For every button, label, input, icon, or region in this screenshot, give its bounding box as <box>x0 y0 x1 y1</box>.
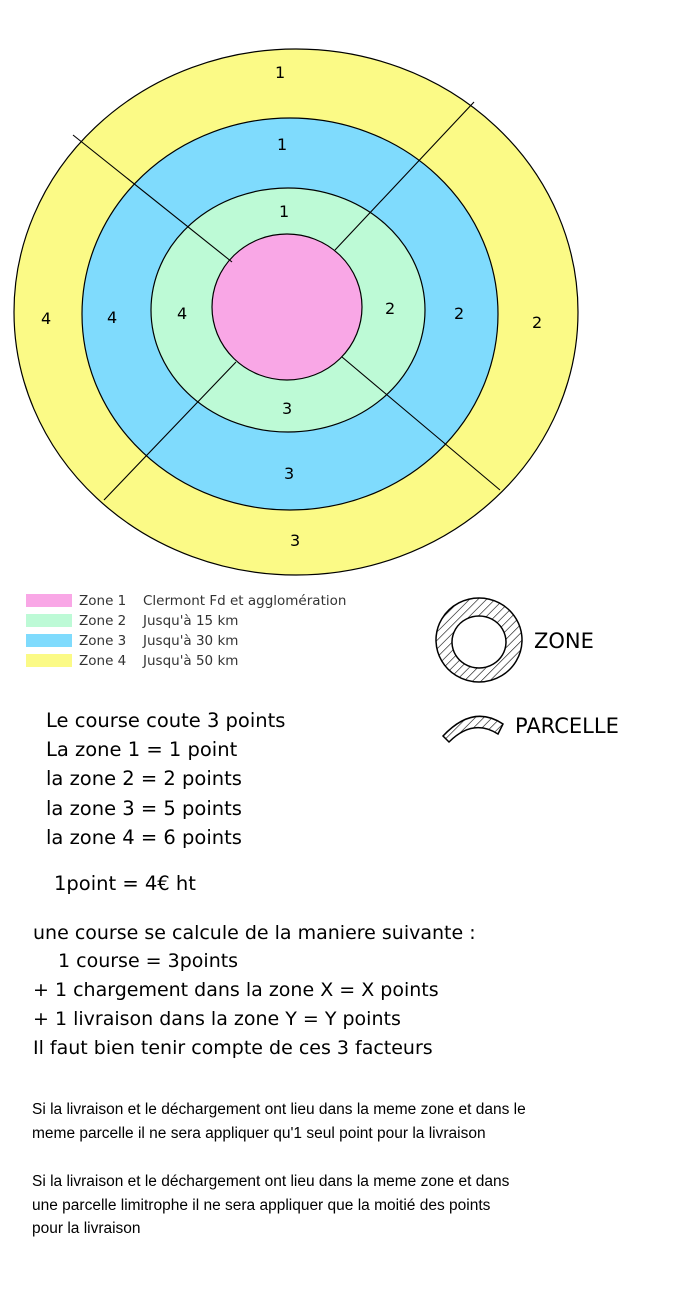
note-same-parcel-line-2: meme parcelle il ne sera appliquer qu'1 seul point pour la livraison <box>32 1125 486 1142</box>
label-middle-1: 1 <box>277 135 288 154</box>
pricing-zone-4: la zone 4 = 6 points <box>46 826 242 849</box>
label-inner-3: 3 <box>282 399 293 418</box>
note-adjacent-parcel-line-3: pour la livraison <box>32 1220 141 1237</box>
label-outer-2: 2 <box>532 313 543 332</box>
legend-swatch-zone-4 <box>26 654 72 667</box>
label-outer-3: 3 <box>290 531 301 550</box>
label-inner-1: 1 <box>279 202 290 221</box>
label-outer-1: 1 <box>275 63 286 82</box>
point-value: 1point = 4€ ht <box>54 872 196 895</box>
legend-swatch-zone-2 <box>26 614 72 627</box>
calc-chargement: + 1 chargement dans la zone X = X points <box>33 979 439 1001</box>
pricing-zone-3: la zone 3 = 5 points <box>46 797 242 820</box>
label-inner-4: 4 <box>177 304 188 323</box>
parcelle-key-label: PARCELLE <box>515 714 619 738</box>
legend-row-zone-3 <box>79 633 238 649</box>
core-zone-1 <box>212 234 362 380</box>
legend-row-zone-2 <box>79 613 238 629</box>
legend-zone-desc: Jusqu'à 50 km <box>143 653 239 669</box>
zone-key-icon <box>432 594 526 688</box>
calc-factors: Il faut bien tenir compte de ces 3 facteurs <box>33 1037 433 1059</box>
legend-row-zone-4 <box>79 653 238 669</box>
calc-course: 1 course = 3points <box>58 950 239 972</box>
calc-intro: une course se calcule de la maniere suivante : <box>33 922 476 944</box>
pricing-zone-2: la zone 2 = 2 points <box>46 767 242 790</box>
pricing-base: Le course coute 3 points <box>46 709 286 732</box>
legend-row-zone-1 <box>79 593 346 609</box>
legend-zone-label: Zone 1 <box>79 593 127 609</box>
pricing-zone-1: La zone 1 = 1 point <box>46 738 238 761</box>
note-adjacent-parcel-line-2: une parcelle limitrophe il ne sera appliquer que la moitié des points <box>32 1197 491 1214</box>
calc-livraison: + 1 livraison dans la zone Y = Y points <box>33 1008 401 1030</box>
label-middle-3: 3 <box>284 464 295 483</box>
note-same-parcel-line-1: Si la livraison et le déchargement ont lieu dans la meme zone et dans le <box>32 1101 526 1118</box>
zone-key-label: ZONE <box>534 629 594 653</box>
label-middle-4: 4 <box>107 308 118 327</box>
legend-zone-desc: Jusqu'à 30 km <box>143 633 239 649</box>
legend-zone-desc: Clermont Fd et agglomération <box>143 593 347 609</box>
legend-swatch-zone-3 <box>26 634 72 647</box>
note-adjacent-parcel-line-1: Si la livraison et le déchargement ont lieu dans la meme zone et dans <box>32 1173 510 1190</box>
legend-zone-desc: Jusqu'à 15 km <box>143 613 239 629</box>
legend-zone-label: Zone 3 <box>79 633 127 649</box>
parcelle-key-icon <box>440 710 506 744</box>
label-middle-2: 2 <box>454 304 465 323</box>
legend-zone-label: Zone 4 <box>79 653 127 669</box>
label-inner-2: 2 <box>385 299 396 318</box>
label-outer-4: 4 <box>41 309 52 328</box>
legend-swatch-zone-1 <box>26 594 72 607</box>
legend-zone-label: Zone 2 <box>79 613 127 629</box>
zone-diagram <box>0 0 700 590</box>
